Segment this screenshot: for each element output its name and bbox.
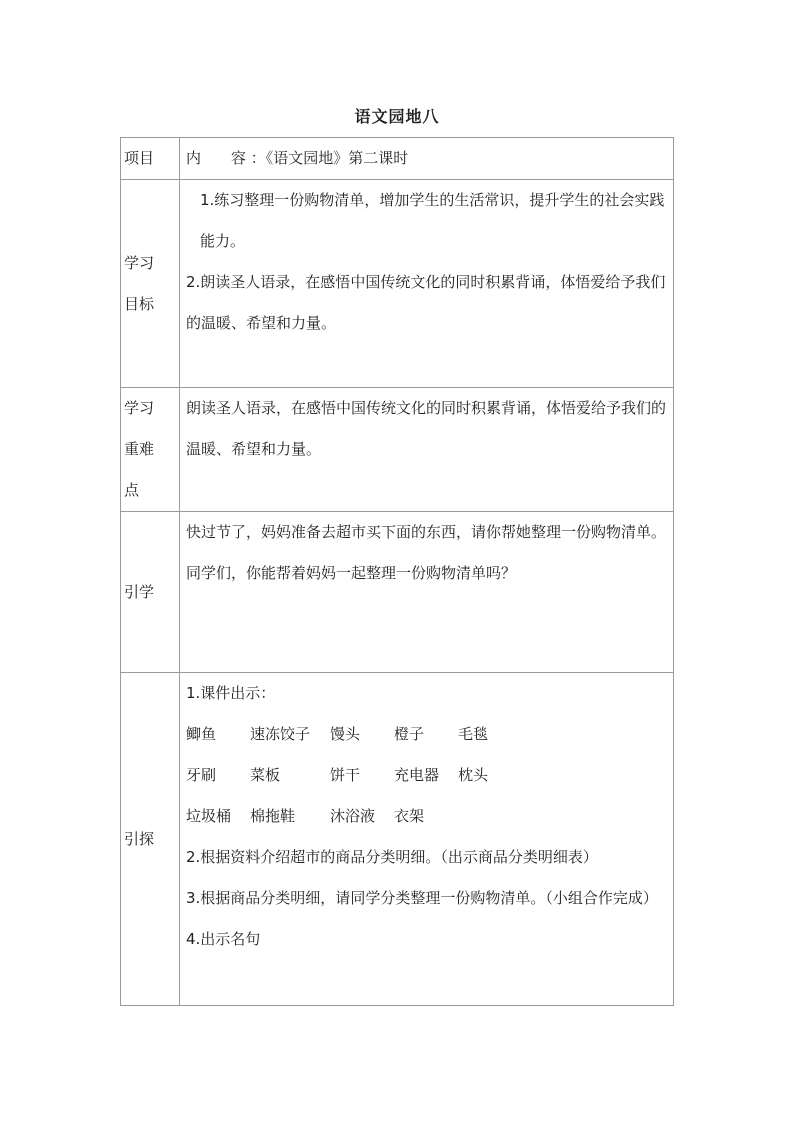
shopping-items-row [186,714,669,755]
goals-label [121,180,180,388]
shopping-items-row [186,755,669,796]
shopping-item: 鲫鱼 [186,725,217,743]
intro-content [180,512,674,673]
table-row-explore [121,673,674,1006]
shopping-item: 橙子 [394,725,425,743]
explore-step-3: 3.根据商品分类明细，请同学分类整理一份购物清单。（小组合作完成） [186,889,658,907]
shopping-item: 充电器 [394,766,440,784]
difficulty-text: 朗读圣人语录，在感悟中国传统文化的同时积累背诵，体悟爱给予我们的温暖、希望和力量。 [186,399,667,458]
header-content: 内 容 ：《语文园地》第二课时 [180,138,674,180]
explore-content [180,673,674,1006]
shopping-item: 垃圾桶 [186,807,232,825]
page-title: 语文园地八 [354,107,440,126]
intro-line-2: 同学们，你能帮着妈妈一起整理一份购物清单吗？ [186,564,517,582]
shopping-items-row [186,796,669,837]
shopping-item: 牙刷 [186,766,217,784]
intro-label: 引学 [121,512,180,673]
shopping-item: 棉拖鞋 [250,807,296,825]
lesson-plan-table [120,137,674,1006]
shopping-item: 速冻饺子 [250,725,311,743]
goals-label-line: 学习 [124,253,155,272]
explore-step-2: 2.根据资料介绍超市的商品分类明细。（出示商品分类明细表） [186,848,598,866]
header-label: 项目 [121,138,180,180]
goals-content [180,180,674,388]
shopping-item: 枕头 [458,766,489,784]
goal-item-2: 2.朗读圣人语录，在感悟中国传统文化的同时积累背诵，体悟爱给予我们的温暖、希望和力量。 [186,273,666,332]
goals-label-line: 目标 [124,294,155,313]
shopping-item: 饼干 [330,766,361,784]
difficulty-label-line: 学习 [124,399,155,417]
shopping-item: 馒头 [330,725,361,743]
difficulty-label-line: 重难 [124,440,155,458]
intro-line-1: 快过节了，妈妈准备去超市买下面的东西，请你帮她整理一份购物清单。 [186,523,667,541]
table-row-goals [121,180,674,388]
shopping-item [458,796,518,837]
table-row-difficulty [121,388,674,512]
shopping-item: 沐浴液 [330,807,376,825]
explore-step-4: 4.出示名句 [186,930,261,948]
shopping-item: 毛毯 [458,725,489,743]
goal-item-1: 1.练习整理一份购物清单，增加学生的生活常识，提升学生的社会实践能力。 [200,191,665,250]
difficulty-label-line: 点 [124,481,140,499]
shopping-item: 衣架 [394,807,425,825]
explore-step-1: 1.课件出示： [186,684,276,702]
difficulty-label [121,388,180,512]
shopping-item: 菜板 [250,766,281,784]
table-row-header [121,138,674,180]
table-row-intro [121,512,674,673]
explore-label: 引探 [121,673,180,1006]
difficulty-content [180,388,674,512]
